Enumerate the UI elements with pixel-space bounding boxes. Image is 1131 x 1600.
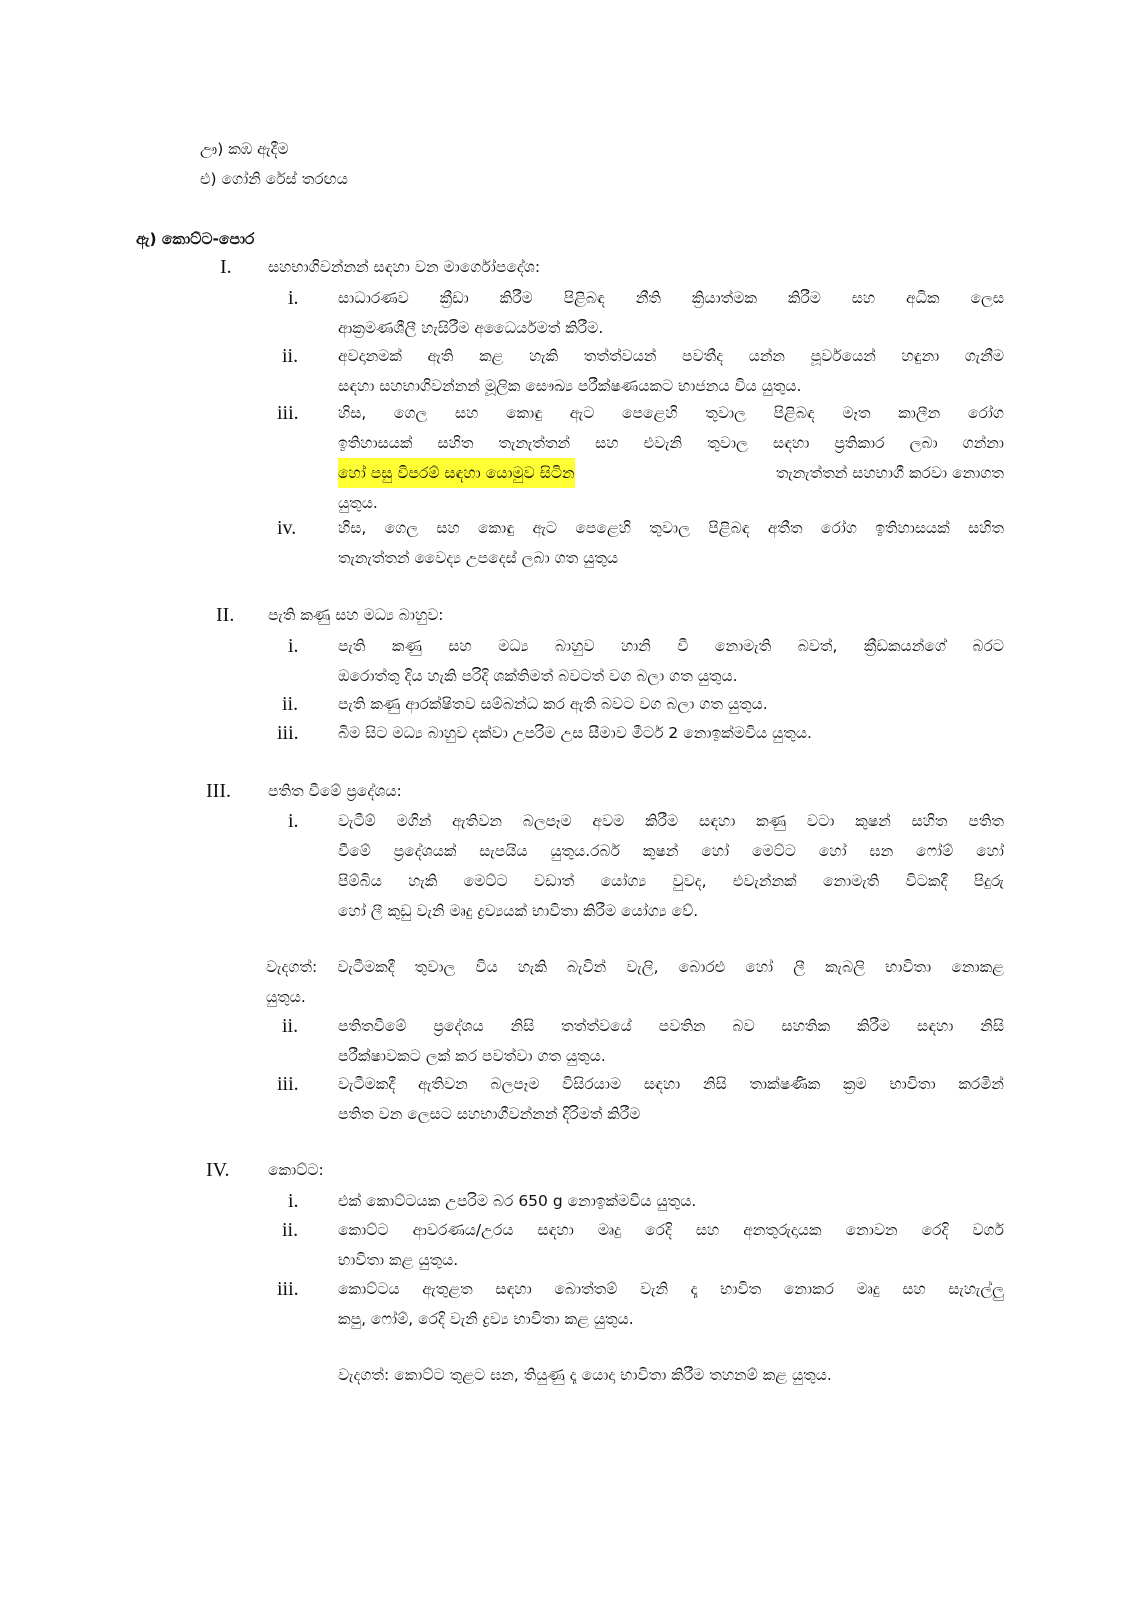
section-heading: පතිත වීමේ ප්‍රදේශය: [268,782,402,800]
highlighted-text: හෝ පසු විපරම් සඳහා යොමුව සිටින [338,458,575,488]
item-number: i. [288,635,299,657]
text-line: යුතුය. [266,988,306,1006]
list-item [338,631,1004,691]
section-heading: සහභාගිවන්නන් සඳහා වන මාර්ගෝපදේශ: [268,258,541,276]
text-line: ඉතිහාසයක් සහිත තැනැත්තන් සහ එවැනි තුවාල සඳහා ප්‍රතිකාර ලබා ගන්නා [338,434,1004,452]
text-line: සඳහා සහභාගිවන්නන් මූලික සෞඛ්‍ය පරීක්ෂණයකට භාජනය විය යුතුය. [338,377,802,395]
list-item [338,1011,1004,1071]
roman-numeral: III. [206,780,231,802]
item-number: ii. [282,1015,299,1037]
text-line: හිස, ගෙල සහ කොඳු ඇට පෙළෙහි තුවාල පිළිබඳ අතීත රෝග ඉතිහාසයක් සහිත [338,519,1004,537]
list-item: එක් කොට්ටයක උපරිම බර 650 g නොඉක්මවිය යුතුය. [338,1192,697,1210]
text-line: වැටීම් මගින් ඇතිවන බලපෑම අවම කිරීම සඳහා කණු වටා කුෂන් සහිත පතිත [338,812,1004,830]
section-title: ඇ) කොට්ට-පොර [136,230,255,248]
text-line: පතිත වන ලෙසට සහභාගීවන්නන් දිරිමත් කිරීම [338,1105,641,1123]
item-number: iii. [277,1073,299,1095]
important-note [266,952,1004,1012]
text-line: ආක්‍රමණශීලී හැසිරීම අධෛර්යමත් කිරීම. [338,319,604,337]
list-item: බිම සිට මධ්‍ය බාහුව දක්වා උපරිම උස සීමාව මීටර් 2 නොඉක්මවිය යුතුය. [338,724,812,742]
roman-numeral: I. [220,256,232,278]
list-item [338,806,1004,926]
text-line: වැටීමකදී ඇතිවන බලපෑම විසිරයාම සඳහා නිසි තාක්ෂණික ක්‍රම භාවිතා කරමින් [338,1075,1004,1093]
list-item [200,134,289,164]
list-item [338,513,1004,573]
item-number: ii. [282,345,299,367]
text-line: භාවිතා කළ යුතුය. [338,1251,459,1269]
list-item [200,164,348,194]
item-number: iii. [277,722,299,744]
text-line: පිම්බිය හැකි මෙට්ට වඩාත් යෝග්‍ය වුවද, එවැන්නක් නොමැති විටකදී පිදුරු [338,872,1004,890]
text-line: හෝ ලී කුඩු වැනි මෘදු ද්‍රව්‍යයක් භාවිතා කිරීම යෝග්‍ය වේ. [338,902,699,920]
item-number: i. [288,287,299,309]
list-item [338,1069,1004,1129]
item-number: ii. [282,693,299,715]
text-line [338,458,1004,488]
item-number: ii. [282,1219,299,1241]
list-item [338,398,1004,518]
item-text: කඹ ඇදීම [228,140,289,158]
item-marker: ඌ) [200,140,224,158]
text-line: වීමේ ප්‍රදේශයක් සැපයිය යුතුය.රබර් කුෂන් හෝ මෙට්ට හෝ ඝන ෆෝම් හෝ [338,842,1004,860]
list-item [338,1274,1004,1334]
text-line: කොට්ට ආවරණය/උරය සඳහා මෘදු රෙදි සහ අනතුරුදායක නොවන රෙදි වර්ග [338,1221,1004,1239]
text-line: අවදානමක් ඇති කළ හැකි තත්ත්වයන් පවතීද යන්න පූර්වයෙන් හඳුනා ගැනීම [338,347,1004,365]
item-marker: එ) [200,170,217,188]
text-line: පරීක්ෂාවකට ලක් කර පවත්වා ගත යුතුය. [338,1047,606,1065]
text-line: වැදගත්: වැටීමකදී තුවාල විය හැකි බැවින් වැලි, බොරළු හෝ ලී කැබලි භාවිතා නොකළ [266,958,1004,976]
text-line: හිස, ගෙල සහ කොඳු ඇට පෙළෙහි තුවාල පිළිබඳ මෑත කාලීන රෝග [338,404,1004,422]
text-line: සාධාරණව ක්‍රීඩා කිරීම පිළිබඳ නීති ක්‍රියාත්මක කිරීම සහ අධික ලෙස [338,289,1004,307]
text-line: පතිතවීමේ ප්‍රදේශය නිසි තත්ත්වයේ පවතින බව සහතික කිරීම සඳහා නිසි [338,1017,1004,1035]
text-segment: තැනැත්තන් සහභාගී කරවා නොගත [775,464,1004,482]
text-line: යුතුය. [338,494,378,512]
item-number: iii. [277,402,299,424]
section-heading: පැති කණු සහ මධ්‍ය බාහුව: [268,606,444,624]
roman-numeral: II. [216,604,235,626]
section-heading: කොට්ට: [268,1161,324,1179]
item-text: ගෝනි රේස් තරඟය [221,170,348,188]
item-number: i. [288,1190,299,1212]
text-line: තැනැත්තන් වෛද්‍ය උපදෙස් ලබා ගත යුතුය [338,549,619,567]
text-line: කපු, ෆෝම්, රෙදි වැනි ද්‍රව්‍ය භාවිතා කළ යුතුය. [338,1310,634,1328]
text-line: ඔරොත්තු දිය හැකි පරිදි ශක්තිමත් බවටත් වග බලා ගත යුතුය. [338,667,738,685]
important-note: වැදගත්: කොට්ට තුළට ඝන, තියුණු දෑ යොදා භාවිතා කිරීම තහනම් කළ යුතුය. [338,1366,832,1384]
roman-numeral: IV. [206,1159,230,1181]
list-item: පැති කණු ආරක්ෂිතව සම්බන්ධ කර ඇති බවට වග බලා ගත යුතුය. [338,695,768,713]
item-number: iv. [277,517,297,539]
text-line: පැති කණු සහ මධ්‍ය බාහුව හානි වී නොමැති බවත්, ක්‍රීඩකයන්ගේ බරට [338,637,1004,655]
item-number: i. [288,810,299,832]
list-item [338,283,1004,343]
item-number: iii. [277,1278,299,1300]
list-item [338,1215,1004,1275]
text-line: කොට්ටය ඇතුළත සඳහා බොත්තම් වැනි දෑ භාවිත නොකර මෘදු සහ සැහැල්ලු [338,1280,1004,1298]
list-item [338,341,1004,401]
